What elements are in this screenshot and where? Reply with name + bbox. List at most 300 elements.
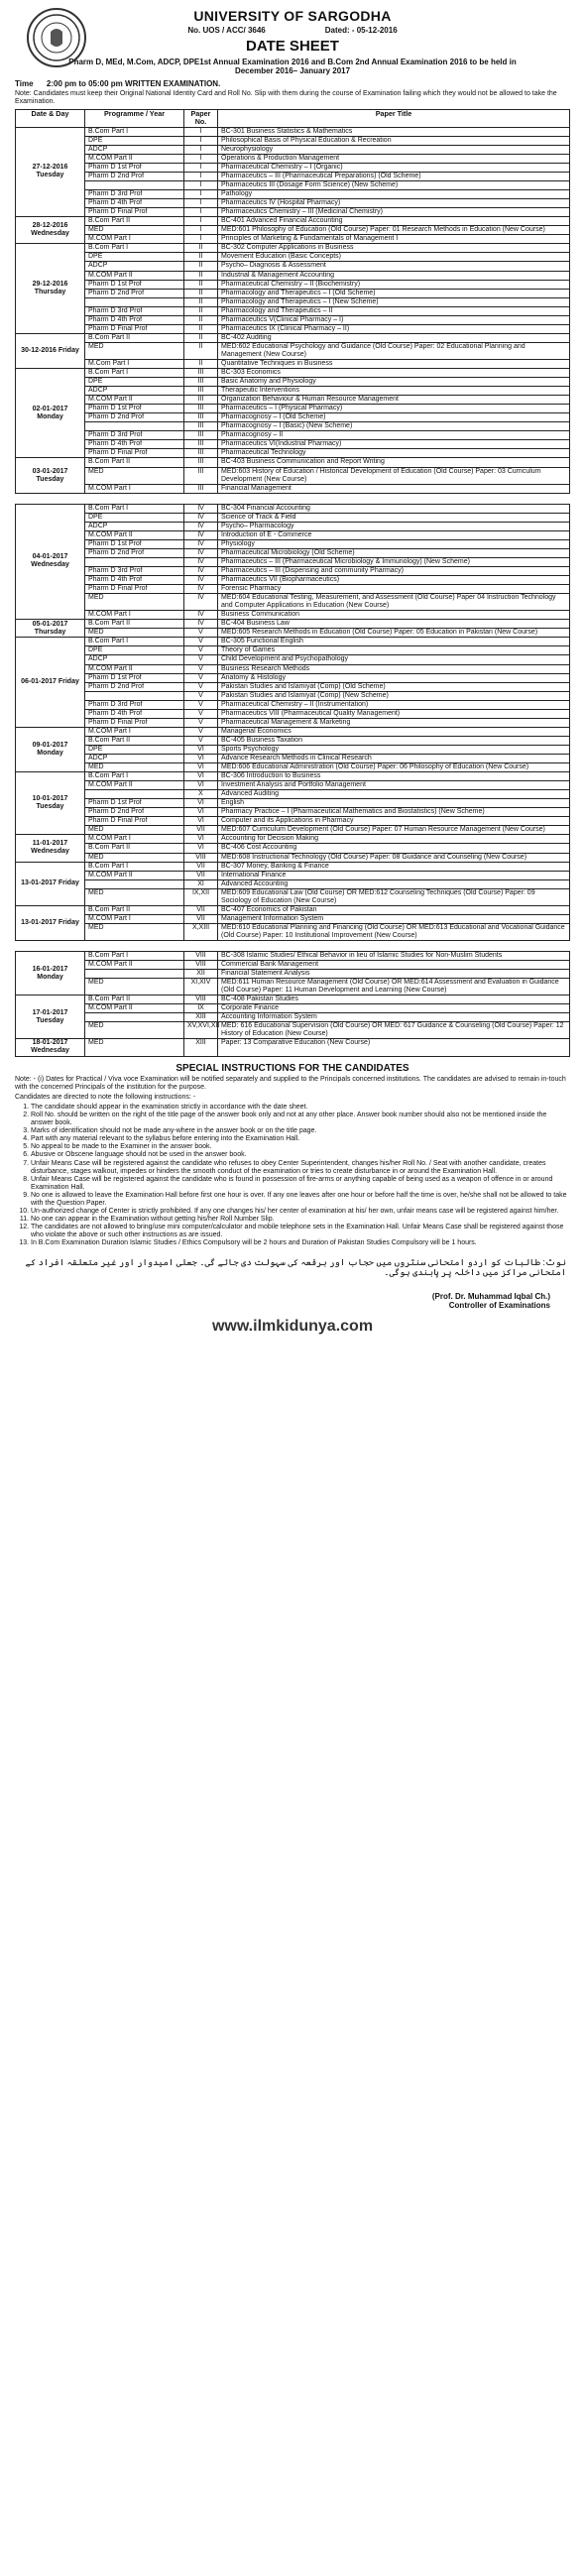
paper-no-cell: V bbox=[184, 736, 218, 745]
paper-no-cell: III bbox=[184, 413, 218, 422]
schedule-row bbox=[16, 154, 570, 163]
paper-title-cell: Sports Psychology bbox=[218, 745, 570, 754]
schedule-row bbox=[16, 905, 570, 914]
schedule-row bbox=[16, 405, 570, 413]
schedule-row bbox=[16, 557, 570, 566]
paper-no-cell: III bbox=[184, 458, 218, 467]
schedule-row bbox=[16, 235, 570, 244]
schedule-row bbox=[16, 673, 570, 682]
paper-no-cell: VII bbox=[184, 905, 218, 914]
exam-date: 05-01-2017 Thursday bbox=[16, 620, 85, 638]
schedule-row bbox=[16, 923, 570, 940]
paper-no-cell: VI bbox=[184, 799, 218, 808]
paper-no-cell: II bbox=[184, 289, 218, 297]
programme-cell: Pharm D Final Prof bbox=[85, 208, 184, 217]
exam-date: 03-01-2017 Tuesday bbox=[16, 458, 85, 493]
schedule-row bbox=[16, 530, 570, 539]
schedule-row bbox=[16, 136, 570, 145]
programme-cell: B.Com Part I bbox=[85, 638, 184, 646]
instruction-item: 10. Un-authorized change of Center is strictly prohibited. If any one changes his/ her center of examination at his/ her own, unfair means case will be registered against him/her. bbox=[31, 1208, 570, 1216]
schedule-row bbox=[16, 422, 570, 431]
paper-no-cell: I bbox=[184, 181, 218, 190]
programme-cell: M.COM Part I bbox=[85, 611, 184, 620]
programme-cell: MED bbox=[85, 923, 184, 940]
programme-cell: M.COM Part II bbox=[85, 271, 184, 280]
schedule-row bbox=[16, 217, 570, 226]
paper-title-cell: Anatomy & Histology bbox=[218, 673, 570, 682]
programme-cell: DPE bbox=[85, 513, 184, 522]
schedule-row bbox=[16, 359, 570, 368]
paper-title-cell: Pharmaceutical Chemistry – II (Biochemistry) bbox=[218, 280, 570, 289]
paper-title-cell: Pharmacognosy – II bbox=[218, 431, 570, 440]
schedule-row bbox=[16, 914, 570, 923]
paper-title-cell: Corporate Finance bbox=[218, 1004, 570, 1013]
programme-cell: Pharm D 3rd Prof bbox=[85, 431, 184, 440]
schedule-row bbox=[16, 763, 570, 772]
paper-no-cell: IV bbox=[184, 539, 218, 548]
schedule-row bbox=[16, 271, 570, 280]
instruction-item: 3. Marks of identification should not be made any-where in the answer book or on the title page. bbox=[31, 1127, 570, 1135]
reference-number: No. UOS / ACC/ 3646 bbox=[187, 26, 266, 36]
paper-title-cell: Pharmacognosy – I (Old Scheme) bbox=[218, 413, 570, 422]
paper-no-cell: X bbox=[184, 790, 218, 799]
programme-cell: ADCP bbox=[85, 387, 184, 396]
programme-cell: M.Com Part I bbox=[85, 359, 184, 368]
paper-no-cell: I bbox=[184, 127, 218, 136]
paper-title-cell: Industrial & Management Accounting bbox=[218, 271, 570, 280]
paper-title-cell: MED:611 Human Resource Management (Old Course) OR MED:614 Assessment and Evaluation in Guidance (Old Course) Paper: 11 Human Development and Learning (New Course) bbox=[218, 979, 570, 995]
paper-no-cell: VI bbox=[184, 835, 218, 844]
programme-cell: M.COM Part I bbox=[85, 835, 184, 844]
paper-no-cell: V bbox=[184, 664, 218, 673]
paper-no-cell: I bbox=[184, 154, 218, 163]
schedule-row bbox=[16, 754, 570, 762]
paper-title-cell: Psycho– Pharmacology bbox=[218, 522, 570, 530]
programme-cell bbox=[85, 297, 184, 306]
paper-no-cell: IV bbox=[184, 513, 218, 522]
header-programme: Programme / Year bbox=[85, 110, 184, 128]
schedule-row bbox=[16, 208, 570, 217]
paper-no-cell: I bbox=[184, 145, 218, 154]
table-gap bbox=[15, 494, 570, 504]
programme-cell: Pharm D 3rd Prof bbox=[85, 306, 184, 315]
schedule-row bbox=[16, 1039, 570, 1056]
schedule-row bbox=[16, 1004, 570, 1013]
schedule-row bbox=[16, 664, 570, 673]
paper-no-cell: V bbox=[184, 638, 218, 646]
paper-no-cell: VI bbox=[184, 754, 218, 762]
programme-cell: Pharm D 2nd Prof bbox=[85, 808, 184, 817]
paper-title-cell: MED:605 Research Methods in Education (Old Course) Paper: 05 Education in Pakistan (New Course) bbox=[218, 629, 570, 638]
programme-cell: Pharm D 1st Prof bbox=[85, 280, 184, 289]
paper-no-cell: V bbox=[184, 682, 218, 691]
paper-no-cell: VI bbox=[184, 808, 218, 817]
programme-cell bbox=[85, 557, 184, 566]
header-date: Date & Day bbox=[16, 110, 85, 128]
instruction-item: 4. Part with any material relevant to the syllabus before entering into the Examination Hall. bbox=[31, 1135, 570, 1143]
schedule-row bbox=[16, 333, 570, 342]
schedule-table-3 bbox=[15, 951, 570, 1057]
paper-title-cell: Pharmacy Practice – I (Pharmaceutical Mathematics and Biostatistics) (New Scheme) bbox=[218, 808, 570, 817]
schedule-row bbox=[16, 781, 570, 790]
schedule-row bbox=[16, 879, 570, 888]
exam-time bbox=[15, 79, 570, 88]
schedule-row bbox=[16, 280, 570, 289]
paper-title-cell: BC-305 Functional English bbox=[218, 638, 570, 646]
schedule-row bbox=[16, 799, 570, 808]
paper-no-cell: XI,XIV bbox=[184, 979, 218, 995]
paper-no-cell: I bbox=[184, 235, 218, 244]
exam-date: 29-12-2016 Thursday bbox=[16, 244, 85, 333]
schedule-row bbox=[16, 1013, 570, 1022]
programme-cell: B.Com Part I bbox=[85, 244, 184, 253]
paper-no-cell: IX,XII bbox=[184, 888, 218, 905]
schedule-row bbox=[16, 736, 570, 745]
programme-cell: ADCP bbox=[85, 754, 184, 762]
paper-title-cell: Principles of Marketing & Fundamentals of Management I bbox=[218, 235, 570, 244]
schedule-row bbox=[16, 396, 570, 405]
programme-cell: Pharm D 2nd Prof bbox=[85, 548, 184, 557]
paper-title-cell: MED:601 Philosophy of Education (Old Course) Paper: 01 Research Methods in Education (New Course) bbox=[218, 226, 570, 235]
date-sheet-page bbox=[15, 0, 570, 1336]
paper-title-cell: MED:608 Instructional Technology (Old Course) Paper: 08 Guidance and Counseling (New Course) bbox=[218, 853, 570, 862]
paper-title-cell: Pharmaceutical Chemistry – I (Organic) bbox=[218, 163, 570, 172]
programme-cell: M.COM Part II bbox=[85, 961, 184, 970]
paper-no-cell: II bbox=[184, 342, 218, 359]
paper-title-cell: Pharmacology and Therapeutics – II bbox=[218, 306, 570, 315]
programme-cell: Pharm D 2nd Prof bbox=[85, 289, 184, 297]
schedule-row bbox=[16, 467, 570, 484]
paper-no-cell: IV bbox=[184, 611, 218, 620]
time-value: 2:00 pm to 05:00 pm WRITTEN EXAMINATION. bbox=[46, 78, 221, 88]
paper-no-cell: IV bbox=[184, 530, 218, 539]
paper-no-cell: IV bbox=[184, 504, 218, 513]
programme-cell: B.Com Part II bbox=[85, 995, 184, 1004]
exam-date: 30-12-2016 Friday bbox=[16, 333, 85, 368]
paper-title-cell: Theory of Games bbox=[218, 646, 570, 655]
schedule-row bbox=[16, 226, 570, 235]
programme-cell: B.Com Part II bbox=[85, 620, 184, 629]
paper-no-cell: IV bbox=[184, 576, 218, 585]
programme-cell: MED bbox=[85, 763, 184, 772]
schedule-row bbox=[16, 979, 570, 995]
programme-cell: B.Com Part II bbox=[85, 844, 184, 853]
programme-cell: M.COM Part I bbox=[85, 235, 184, 244]
instruction-item: 13. In B.Com Examination Duration Islamic Studies / Ethics Compulsory will be 2 hours and Duration of Pakistan Studies Compulsory will be 1 hours. bbox=[31, 1239, 570, 1247]
schedule-row bbox=[16, 297, 570, 306]
programme-cell: MED bbox=[85, 342, 184, 359]
schedule-row bbox=[16, 691, 570, 700]
paper-title-cell: Computer and its Applications in Pharmacy bbox=[218, 817, 570, 826]
paper-no-cell: II bbox=[184, 306, 218, 315]
schedule-row bbox=[16, 163, 570, 172]
programme-cell: M.COM Part II bbox=[85, 781, 184, 790]
time-label: Time bbox=[15, 78, 34, 88]
paper-no-cell: VI bbox=[184, 817, 218, 826]
paper-no-cell: I bbox=[184, 190, 218, 199]
schedule-row bbox=[16, 306, 570, 315]
paper-title-cell: BC-408 Pakistan Studies bbox=[218, 995, 570, 1004]
schedule-row bbox=[16, 745, 570, 754]
table-gap bbox=[15, 941, 570, 951]
programme-cell: Pharm D Final Prof bbox=[85, 449, 184, 458]
paper-title-cell: MED:609 Educational Law (Old Course) OR MED:612 Counseling Techniques (Old Course) Paper: 09 Sociology of Education (New Course) bbox=[218, 888, 570, 905]
paper-title-cell: International Finance bbox=[218, 871, 570, 879]
paper-title-cell: BC-302 Computer Applications in Business bbox=[218, 244, 570, 253]
paper-no-cell: I bbox=[184, 208, 218, 217]
programme-cell: B.Com Part I bbox=[85, 772, 184, 781]
paper-title-cell: Pharmacology and Therapeutics – I (Old Scheme) bbox=[218, 289, 570, 297]
programme-cell: MED bbox=[85, 467, 184, 484]
seal-emblem-icon bbox=[31, 12, 82, 63]
paper-no-cell: III bbox=[184, 405, 218, 413]
programme-cell: ADCP bbox=[85, 522, 184, 530]
paper-no-cell: IV bbox=[184, 620, 218, 629]
programme-cell: Pharm D 4th Prof bbox=[85, 199, 184, 208]
paper-no-cell: V bbox=[184, 673, 218, 682]
programme-cell: DPE bbox=[85, 136, 184, 145]
schedule-row bbox=[16, 504, 570, 513]
paper-no-cell: V bbox=[184, 646, 218, 655]
programme-cell: DPE bbox=[85, 253, 184, 262]
paper-title-cell: Operations & Production Management bbox=[218, 154, 570, 163]
university-seal-icon bbox=[27, 8, 86, 67]
paper-no-cell: V bbox=[184, 727, 218, 736]
paper-title-cell: Pathology bbox=[218, 190, 570, 199]
paper-no-cell: II bbox=[184, 333, 218, 342]
paper-title-cell: MED:610 Educational Planning and Financing (Old Course) OR MED:613 Educational and Vocational Guidance (Old Course) Paper: 10 Institutional Improvement (New Course) bbox=[218, 923, 570, 940]
id-card-note: Note: Candidates must keep their Original National Identity Card and Roll No. Slip with them during the course of Examination failing which they would not be allowed to take the Examination. bbox=[15, 90, 557, 106]
schedule-row bbox=[16, 620, 570, 629]
programme-cell bbox=[85, 691, 184, 700]
schedule-row bbox=[16, 727, 570, 736]
paper-no-cell: II bbox=[184, 297, 218, 306]
schedule-row bbox=[16, 808, 570, 817]
paper-title-cell: Pharmaceutical Technology bbox=[218, 449, 570, 458]
paper-title-cell: Pharmaceutical Chemistry – II (Instrumentation) bbox=[218, 700, 570, 709]
instruction-item: 9. No one is allowed to leave the Examination Hall before first one hour is over. If any one leaves after one hour or before half the time is over, he/she shall not be allowed to take with the Question Paper. bbox=[31, 1192, 570, 1208]
paper-title-cell: BC-406 Cost Accounting bbox=[218, 844, 570, 853]
schedule-row bbox=[16, 253, 570, 262]
programme-cell: B.Com Part II bbox=[85, 905, 184, 914]
paper-title-cell: BC-304 Financial Accounting bbox=[218, 504, 570, 513]
instruction-item: 12. The candidates are not allowed to bring/use mini computer/calculator and mobile telephone sets in the Examination Hall. Unfair Means Case shall be registered against those who violate the above or such other instructions as are issued. bbox=[31, 1224, 570, 1239]
paper-no-cell: II bbox=[184, 253, 218, 262]
paper-title-cell: BC-307 Money, Banking & Finance bbox=[218, 862, 570, 871]
paper-title-cell: BC-401 Advanced Financial Accounting bbox=[218, 217, 570, 226]
paper-no-cell: I bbox=[184, 199, 218, 208]
exam-date: 02-01-2017 Monday bbox=[16, 369, 85, 458]
paper-title-cell: BC-405 Business Taxation bbox=[218, 736, 570, 745]
paper-no-cell: X,XIII bbox=[184, 923, 218, 940]
paper-title-cell: Financial Statement Analysis bbox=[218, 970, 570, 979]
paper-no-cell: I bbox=[184, 226, 218, 235]
paper-no-cell: V bbox=[184, 655, 218, 664]
paper-title-cell: Basic Anatomy and Physiology bbox=[218, 378, 570, 387]
paper-no-cell: I bbox=[184, 136, 218, 145]
exam-date: 04-01-2017 Wednesday bbox=[16, 504, 85, 620]
programme-cell: B.Com Part I bbox=[85, 127, 184, 136]
exam-date: 18-01-2017 Wednesday bbox=[16, 1039, 85, 1056]
paper-no-cell: VIII bbox=[184, 853, 218, 862]
programme-cell: M.COM Part I bbox=[85, 484, 184, 493]
instruction-item: 6. Abusive or Obscene language should not be used in the answer book. bbox=[31, 1151, 570, 1159]
instruction-item: 1. The candidate should appear in the examination strictly in accordance with the date sheet. bbox=[31, 1104, 570, 1112]
programme-cell: DPE bbox=[85, 646, 184, 655]
schedule-row bbox=[16, 970, 570, 979]
signatory-role: Controller of Examinations bbox=[448, 1300, 550, 1310]
programme-cell: MED bbox=[85, 853, 184, 862]
paper-title-cell: MED:602 Educational Psychology and Guidance (Old Course) Paper: 02 Educational Planning and Management (New Course) bbox=[218, 342, 570, 359]
schedule-row bbox=[16, 458, 570, 467]
paper-no-cell: V bbox=[184, 709, 218, 718]
paper-no-cell: III bbox=[184, 484, 218, 493]
exam-date: 16-01-2017 Monday bbox=[16, 951, 85, 995]
exam-date: 28-12-2016 Wednesday bbox=[16, 217, 85, 244]
paper-no-cell: I bbox=[184, 217, 218, 226]
paper-title-cell: BC-308 Islamic Studies/ Ethical Behavior in lieu of Islamic Studies for Non-Muslim Students bbox=[218, 951, 570, 960]
paper-title-cell: Forensic Pharmacy bbox=[218, 585, 570, 594]
paper-no-cell: IV bbox=[184, 594, 218, 611]
paper-title-cell: BC-402 Auditing bbox=[218, 333, 570, 342]
paper-title-cell: BC-404 Business Law bbox=[218, 620, 570, 629]
paper-title-cell: Pharmaceutics VIII (Pharmaceutical Quality Management) bbox=[218, 709, 570, 718]
schedule-row bbox=[16, 522, 570, 530]
programme-cell bbox=[85, 1013, 184, 1022]
website-footer[interactable]: www.ilmkidunya.com bbox=[211, 1318, 374, 1336]
paper-no-cell: XI bbox=[184, 879, 218, 888]
schedule-row bbox=[16, 315, 570, 324]
paper-title-cell: Pharmacognosy – I (Basic) (New Scheme) bbox=[218, 422, 570, 431]
programme-cell: M.COM Part II bbox=[85, 396, 184, 405]
schedule-row bbox=[16, 585, 570, 594]
programme-cell: Pharm D 1st Prof bbox=[85, 799, 184, 808]
programme-cell: M.COM Part II bbox=[85, 530, 184, 539]
schedule-row bbox=[16, 262, 570, 271]
programme-cell: Pharm D 2nd Prof bbox=[85, 413, 184, 422]
paper-no-cell: III bbox=[184, 422, 218, 431]
programme-cell: ADCP bbox=[85, 262, 184, 271]
signatory-name: (Prof. Dr. Muhammad Iqbal Ch.) bbox=[431, 1291, 550, 1301]
programme-cell: B.Com Part II bbox=[85, 736, 184, 745]
exam-date: 17-01-2017 Tuesday bbox=[16, 995, 85, 1039]
signature-block bbox=[15, 1292, 570, 1310]
schedule-row bbox=[16, 513, 570, 522]
programme-cell: MED bbox=[85, 1022, 184, 1039]
paper-no-cell: III bbox=[184, 369, 218, 378]
paper-title-cell: Pharmaceutics VII (Biopharmaceutics) bbox=[218, 576, 570, 585]
programme-cell bbox=[85, 181, 184, 190]
schedule-row bbox=[16, 853, 570, 862]
paper-no-cell: IV bbox=[184, 548, 218, 557]
header-paper-no: Paper No. bbox=[184, 110, 218, 128]
paper-no-cell: IV bbox=[184, 557, 218, 566]
schedule-row bbox=[16, 700, 570, 709]
urdu-note: نوٹ: طالبات کو اردو امتحانی سنٹروں میں حجاب اور برقعہ کی سہولت دی جائے گی۔ جعلی امیدوار اور غیر متعلقہ افراد کے امتحانی مراکز میں داخلہ پر پابندی ہوگی۔ bbox=[25, 1257, 566, 1278]
paper-no-cell: II bbox=[184, 359, 218, 368]
schedule-row bbox=[16, 646, 570, 655]
paper-no-cell: VII bbox=[184, 826, 218, 835]
paper-no-cell: IV bbox=[184, 567, 218, 576]
paper-title-cell: Investment Analysis and Portfolio Management bbox=[218, 781, 570, 790]
paper-no-cell: II bbox=[184, 262, 218, 271]
paper-title-cell: BC-403 Business Communication and Report Writing bbox=[218, 458, 570, 467]
schedule-row bbox=[16, 995, 570, 1004]
programme-cell: Pharm D 2nd Prof bbox=[85, 172, 184, 180]
programme-cell: B.Com Part I bbox=[85, 504, 184, 513]
programme-cell: M.COM Part II bbox=[85, 664, 184, 673]
schedule-row bbox=[16, 961, 570, 970]
paper-title-cell: Accounting Information System bbox=[218, 1013, 570, 1022]
programme-cell: Pharm D 4th Prof bbox=[85, 440, 184, 449]
programme-cell bbox=[85, 970, 184, 979]
programme-cell: Pharm D Final Prof bbox=[85, 718, 184, 727]
schedule-row bbox=[16, 369, 570, 378]
special-instructions-title: SPECIAL INSTRUCTIONS FOR THE CANDIDATES bbox=[176, 1062, 410, 1074]
paper-title-cell: Pharmaceutics III (Dosage Form Science) (New Scheme) bbox=[218, 181, 570, 190]
special-note-practical: Note: - (i) Dates for Practical / Viva voce Examination will be notified separately and supplied to the Principals concerned institutions. The candidates are advised to remain in-touch with the concerned Principals of the institution for the purpose. bbox=[15, 1076, 566, 1092]
schedule-row bbox=[16, 387, 570, 396]
instruction-item: 7. Unfair Means Case will be registered against the candidate who refuses to obey Center Superintendent, changes his/her Roll No. / Seat with another candidate, creates disturbance, stages walkout, impedes or hinders the smooth conduct of the examination or tries to create disturbance in or around the Examination Hall. bbox=[31, 1160, 570, 1176]
exam-date: 11-01-2017 Wednesday bbox=[16, 835, 85, 862]
paper-title-cell: Therapeutic Interventions bbox=[218, 387, 570, 396]
schedule-row bbox=[16, 342, 570, 359]
paper-title-cell: Pharmaceutics – I (Physical Pharmacy) bbox=[218, 405, 570, 413]
programme-cell bbox=[85, 879, 184, 888]
exam-date: 13-01-2017 Friday bbox=[16, 862, 85, 905]
paper-no-cell: VI bbox=[184, 745, 218, 754]
paper-title-cell: Managerial Economics bbox=[218, 727, 570, 736]
schedule-row bbox=[16, 548, 570, 557]
paper-title-cell: Child Development and Psychopathology bbox=[218, 655, 570, 664]
paper-no-cell: II bbox=[184, 315, 218, 324]
programme-cell: Pharm D 2nd Prof bbox=[85, 682, 184, 691]
paper-title-cell: Paper: 13 Comparative Education (New Course) bbox=[218, 1039, 570, 1056]
paper-title-cell: Neurophysiology bbox=[218, 145, 570, 154]
paper-title-cell: Financial Management bbox=[218, 484, 570, 493]
paper-title-cell: Philosophical Basis of Physical Education & Recreation bbox=[218, 136, 570, 145]
paper-title-cell: Business Communication bbox=[218, 611, 570, 620]
paper-no-cell: V bbox=[184, 718, 218, 727]
schedule-row bbox=[16, 172, 570, 180]
schedule-row bbox=[16, 835, 570, 844]
programme-cell: Pharm D Final Prof bbox=[85, 585, 184, 594]
paper-title-cell: Pakistan Studies and Islamiyat (Comp) (Old Scheme) bbox=[218, 682, 570, 691]
schedule-row bbox=[16, 772, 570, 781]
paper-no-cell: II bbox=[184, 324, 218, 333]
paper-no-cell: III bbox=[184, 396, 218, 405]
exam-date: 09-01-2017 Monday bbox=[16, 727, 85, 771]
programme-cell: Pharm D Final Prof bbox=[85, 817, 184, 826]
paper-no-cell: I bbox=[184, 172, 218, 180]
paper-title-cell: Pharmaceutics – III (Pharmaceutical Preparations) (Old Scheme) bbox=[218, 172, 570, 180]
paper-no-cell: VIII bbox=[184, 951, 218, 960]
programme-cell bbox=[85, 790, 184, 799]
paper-title-cell: Pakistan Studies and Islamiyat (Comp) (New Scheme) bbox=[218, 691, 570, 700]
paper-title-cell: Physiology bbox=[218, 539, 570, 548]
schedule-row bbox=[16, 817, 570, 826]
paper-title-cell: Pharmaceutics Chemistry – III (Medicinal Chemistry) bbox=[218, 208, 570, 217]
paper-no-cell: III bbox=[184, 467, 218, 484]
paper-no-cell: II bbox=[184, 280, 218, 289]
schedule-row bbox=[16, 440, 570, 449]
paper-no-cell: XII bbox=[184, 970, 218, 979]
programme-cell: MED bbox=[85, 826, 184, 835]
programme-cell: B.Com Part II bbox=[85, 217, 184, 226]
programme-cell: Pharm D 3rd Prof bbox=[85, 190, 184, 199]
exam-description: Pharm D, MEd, M.Com, ADCP, DPE1st Annual Examination 2016 and B.Com 2nd Annual Examination 2016 to be held in December 2016– January 2017 bbox=[68, 57, 517, 75]
programme-cell bbox=[85, 422, 184, 431]
